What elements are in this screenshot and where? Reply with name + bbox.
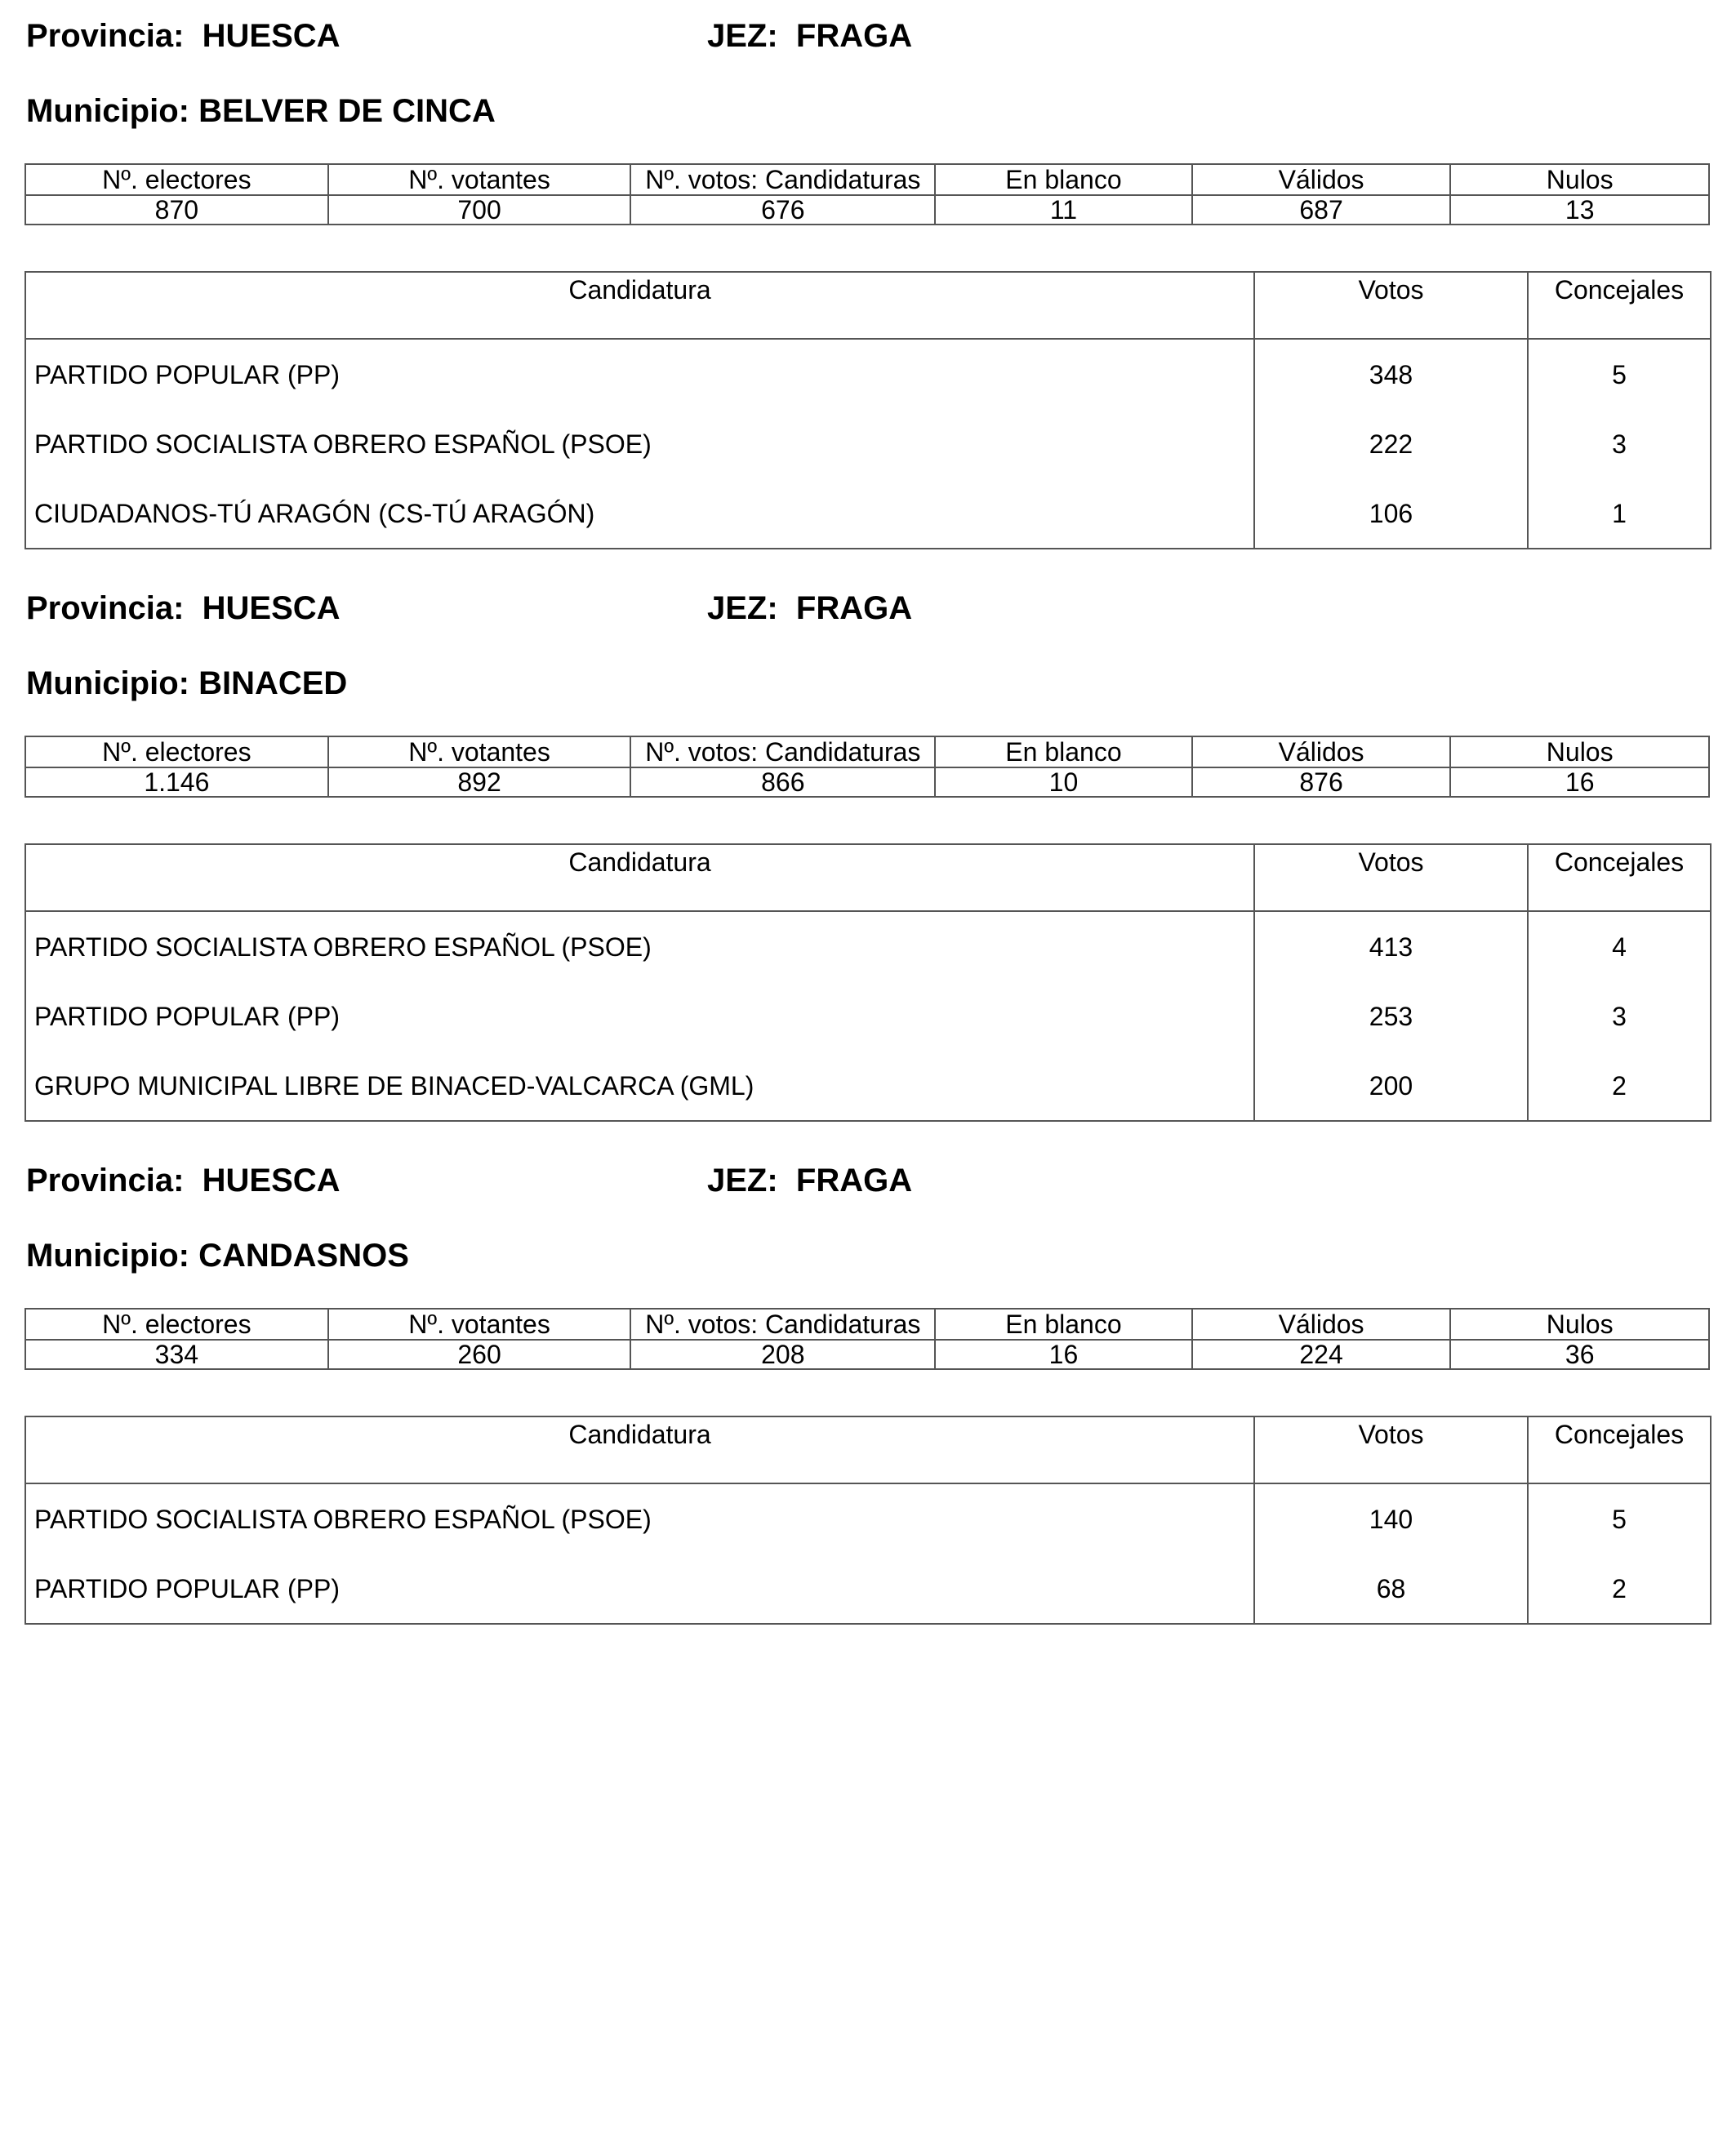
provincia-header [26,16,341,56]
candidatura-row [25,339,1711,409]
stats-value-cell: 870 [25,195,328,225]
jez-header [707,589,912,628]
stats-header-cell: Nº. votantes [328,736,631,767]
candidatura-votos: 140 [1254,1483,1528,1554]
stats-header-cell: Nº. votos: Candidaturas [630,1309,935,1340]
candidatura-votos: 253 [1254,981,1528,1051]
municipio-value: BELVER DE CINCA [198,93,496,129]
stats-header-cell: Nº. votantes [328,1309,631,1340]
candidatura-concejales: 5 [1528,339,1711,409]
stats-header-row [25,736,1709,767]
stats-header-cell: En blanco [935,736,1192,767]
candidatura-row [25,1051,1711,1121]
stats-value-cell: 334 [25,1340,328,1369]
candidatura-votos: 348 [1254,339,1528,409]
candidaturas-header-cell: Concejales [1528,844,1711,911]
candidaturas-header-cell: Votos [1254,844,1528,911]
candidatura-votos: 413 [1254,911,1528,981]
stats-header-cell: Nº. electores [25,164,328,195]
municipio-section [0,1145,1736,1716]
candidaturas-header-cell: Concejales [1528,1416,1711,1483]
provincia-value: HUESCA [202,18,341,54]
jez-label: JEZ: [707,1163,778,1198]
stats-value-cell: 260 [328,1340,631,1369]
candidatura-concejales: 2 [1528,1051,1711,1121]
stats-header-row [25,1309,1709,1340]
stats-header-cell: Nº. votantes [328,164,631,195]
jez-value: FRAGA [795,18,913,54]
municipio-label: Municipio: [26,1238,189,1274]
provincia-value: HUESCA [202,590,341,626]
stats-value-cell: 866 [630,767,935,797]
municipio-header [26,1236,409,1275]
candidaturas-header-cell: Candidatura [25,844,1254,911]
candidatura-votos: 222 [1254,409,1528,478]
candidatura-name: PARTIDO SOCIALISTA OBRERO ESPAÑOL (PSOE) [25,911,1254,981]
candidatura-name: PARTIDO POPULAR (PP) [25,981,1254,1051]
candidaturas-header-cell: Candidatura [25,1416,1254,1483]
stats-table [24,163,1710,225]
candidaturas-header-cell: Votos [1254,1416,1528,1483]
provincia-label: Provincia: [26,1163,185,1198]
candidatura-row [25,1554,1711,1624]
municipio-header [26,664,347,703]
candidatura-name: PARTIDO POPULAR (PP) [25,339,1254,409]
municipio-header [26,91,496,131]
stats-value-row [25,767,1709,797]
jez-header [707,16,912,56]
candidaturas-header-row [25,272,1711,339]
provincia-header [26,589,341,628]
jez-value: FRAGA [795,590,913,626]
stats-value-cell: 1.146 [25,767,328,797]
stats-value-row [25,1340,1709,1369]
candidatura-votos: 200 [1254,1051,1528,1121]
stats-header-cell: En blanco [935,164,1192,195]
candidatura-concejales: 4 [1528,911,1711,981]
stats-value-row [25,195,1709,225]
candidatura-row [25,1483,1711,1554]
candidatura-name: PARTIDO SOCIALISTA OBRERO ESPAÑOL (PSOE) [25,409,1254,478]
stats-value-cell: 892 [328,767,631,797]
candidatura-row [25,478,1711,549]
candidaturas-table [24,843,1712,1122]
candidatura-row [25,911,1711,981]
stats-header-cell: Nulos [1450,164,1709,195]
candidatura-name: CIUDADANOS-TÚ ARAGÓN (CS-TÚ ARAGÓN) [25,478,1254,549]
stats-header-cell: Nulos [1450,736,1709,767]
jez-value: FRAGA [795,1163,913,1198]
stats-header-row [25,164,1709,195]
provincia-header [26,1161,341,1200]
stats-value-cell: 10 [935,767,1192,797]
jez-label: JEZ: [707,18,778,54]
jez-label: JEZ: [707,590,778,626]
stats-header-cell: Válidos [1192,164,1451,195]
stats-value-cell: 700 [328,195,631,225]
stats-header-cell: Válidos [1192,736,1451,767]
municipio-label: Municipio: [26,93,189,129]
stats-value-cell: 676 [630,195,935,225]
candidatura-name: GRUPO MUNICIPAL LIBRE DE BINACED-VALCARCA (GML) [25,1051,1254,1121]
candidaturas-header-row [25,1416,1711,1483]
candidatura-concejales: 5 [1528,1483,1711,1554]
candidatura-name: PARTIDO SOCIALISTA OBRERO ESPAÑOL (PSOE) [25,1483,1254,1554]
stats-value-cell: 16 [1450,767,1709,797]
candidaturas-table [24,271,1712,549]
candidatura-name: PARTIDO POPULAR (PP) [25,1554,1254,1624]
municipio-value: BINACED [198,665,348,701]
stats-header-cell: Nº. votos: Candidaturas [630,736,935,767]
stats-value-cell: 876 [1192,767,1451,797]
candidatura-row [25,981,1711,1051]
provincia-label: Provincia: [26,590,185,626]
stats-header-cell: Válidos [1192,1309,1451,1340]
provincia-value: HUESCA [202,1163,341,1198]
stats-table [24,1308,1710,1370]
candidatura-concejales: 1 [1528,478,1711,549]
candidatura-votos: 68 [1254,1554,1528,1624]
stats-value-cell: 224 [1192,1340,1451,1369]
stats-header-cell: Nº. electores [25,1309,328,1340]
municipio-value: CANDASNOS [198,1238,409,1274]
stats-value-cell: 16 [935,1340,1192,1369]
candidaturas-header-cell: Concejales [1528,272,1711,339]
candidatura-concejales: 2 [1528,1554,1711,1624]
stats-header-cell: Nº. votos: Candidaturas [630,164,935,195]
candidatura-votos: 106 [1254,478,1528,549]
stats-value-cell: 36 [1450,1340,1709,1369]
candidaturas-table [24,1416,1712,1625]
stats-header-cell: Nulos [1450,1309,1709,1340]
stats-value-cell: 687 [1192,195,1451,225]
stats-table [24,736,1710,798]
stats-value-cell: 13 [1450,195,1709,225]
candidatura-row [25,409,1711,478]
candidaturas-header-row [25,844,1711,911]
candidaturas-header-cell: Candidatura [25,272,1254,339]
jez-header [707,1161,912,1200]
stats-header-cell: En blanco [935,1309,1192,1340]
stats-value-cell: 208 [630,1340,935,1369]
municipio-label: Municipio: [26,665,189,701]
candidatura-concejales: 3 [1528,409,1711,478]
stats-value-cell: 11 [935,195,1192,225]
municipio-section [0,572,1736,1144]
municipio-section [0,0,1736,571]
provincia-label: Provincia: [26,18,185,54]
candidatura-concejales: 3 [1528,981,1711,1051]
stats-header-cell: Nº. electores [25,736,328,767]
candidaturas-header-cell: Votos [1254,272,1528,339]
